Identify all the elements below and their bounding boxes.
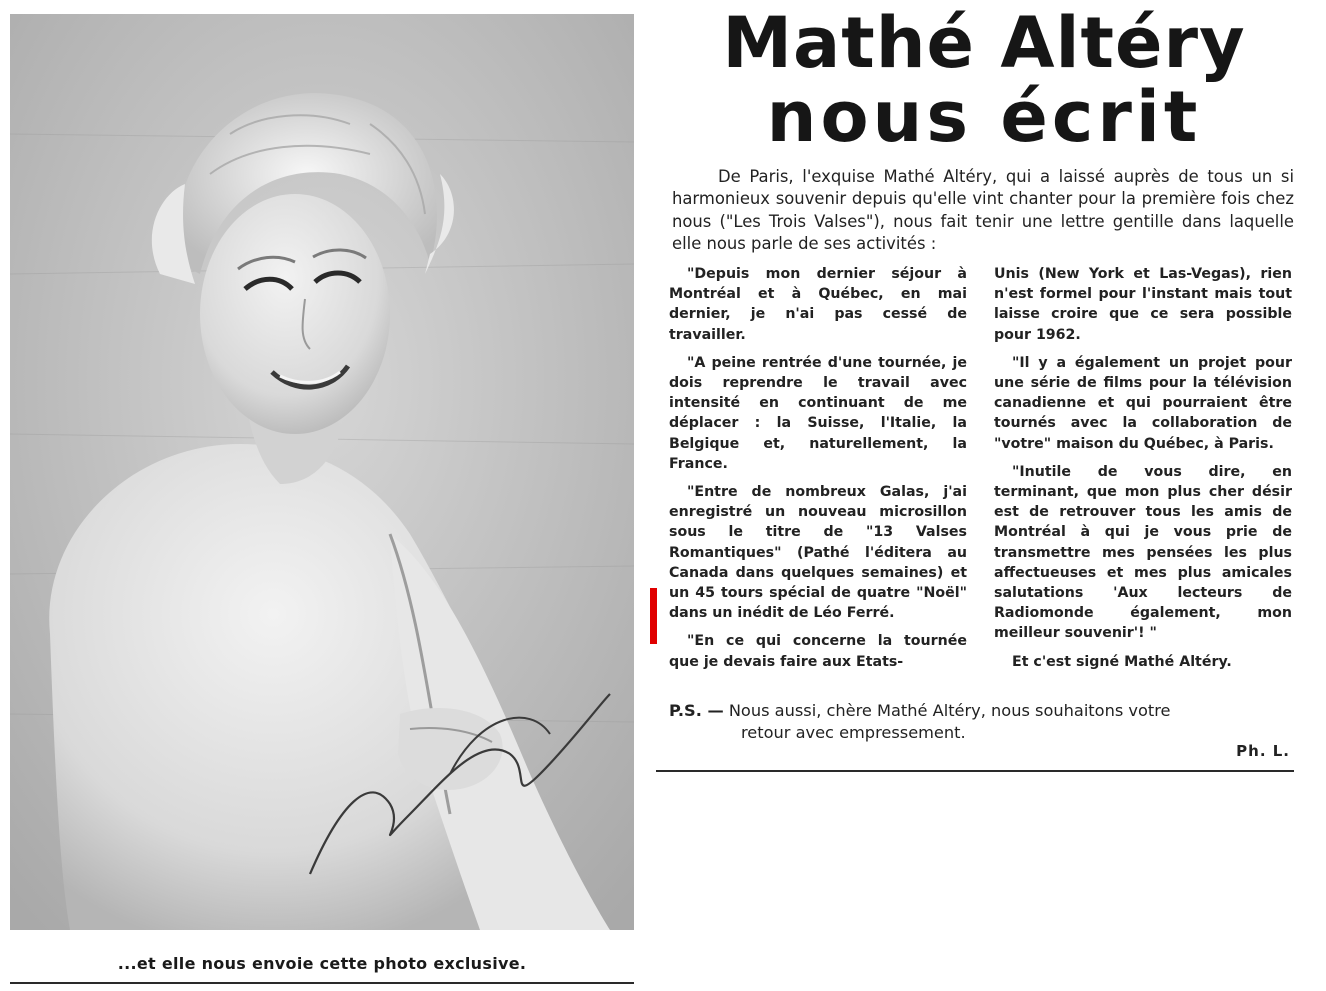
left-paragraph-4: "En ce qui concerne la tournée que je devais faire aux Etats- (669, 633, 967, 670)
headline-line-1: Mathé Altéry (722, 2, 1246, 84)
portrait-illustration (10, 14, 634, 930)
left-paragraph-3: "Entre de nombreux Galas, j'ai enregistré un nouveau microsillon sous le titre de "13 Valses Romantiques" (Pathé l'éditera au Canada dans quelques semaines) et un 45 tours spécial de quatre "Noël" dans un inédit de Léo Ferré. (669, 484, 967, 622)
article-column-left (669, 264, 967, 680)
left-paragraph-1: "Depuis mon dernier séjour à Montréal et à Québec, en mai dernier, je n'ai pas cessé de travailler. (669, 266, 967, 343)
article-column-right (994, 264, 1292, 680)
left-paragraph-2: "A peine rentrée d'une tournée, je dois reprendre le travail avec intensité en continuant de me déplacer : la Suisse, l'Italie, la Belgique et, naturellement, la France. (669, 354, 967, 472)
article-intro: De Paris, l'exquise Mathé Altéry, qui a laissé auprès de tous un si harmonieux souvenir depuis qu'elle vint chanter pour la première fois chez nous ("Les Trois Valses"), nous fait tenir une lettre gentille dans laquelle elle nous parle de ses activités : (672, 167, 1294, 254)
right-paragraph-3: "Inutile de vous dire, en terminant, que mon plus cher désir est de retrouver tous les amis de Montréal à qui je vous prie de transmettre mes pensées les plus affectueuses et mes plus amicales salutations 'Aux lecteurs de Radiomonde également, mon meilleur souvenir'! " (994, 463, 1292, 642)
article-headline (660, 2, 1308, 158)
right-paragraph-4: Et c'est signé Mathé Altéry. (1012, 653, 1232, 670)
postscript-text-line-2: retour avec empressement. (741, 723, 966, 742)
highlight-marker (650, 588, 657, 644)
photo-caption: ...et elle nous envoie cette photo exclusive. (117, 954, 527, 973)
headline-line-2: nous écrit (766, 76, 1202, 158)
postscript (669, 700, 1293, 744)
article-divider (656, 770, 1294, 772)
right-paragraph-2: "Il y a également un projet pour une série de films pour la télévision canadienne et qui pourraient être tournés avec la collaboration de "votre" maison du Québec, à Paris. (994, 354, 1292, 452)
postscript-text-line-1: Nous aussi, chère Mathé Altéry, nous souhaitons votre (728, 701, 1171, 720)
right-paragraph-1: Unis (New York et Las-Vegas), rien n'est formel pour l'instant mais tout laisse croire que ce sera possible pour 1962. (994, 266, 1292, 343)
postscript-label: P.S. — (669, 701, 724, 720)
caption-divider (10, 982, 634, 984)
portrait-photo (10, 14, 634, 930)
article-author: Ph. L. (1236, 742, 1290, 760)
